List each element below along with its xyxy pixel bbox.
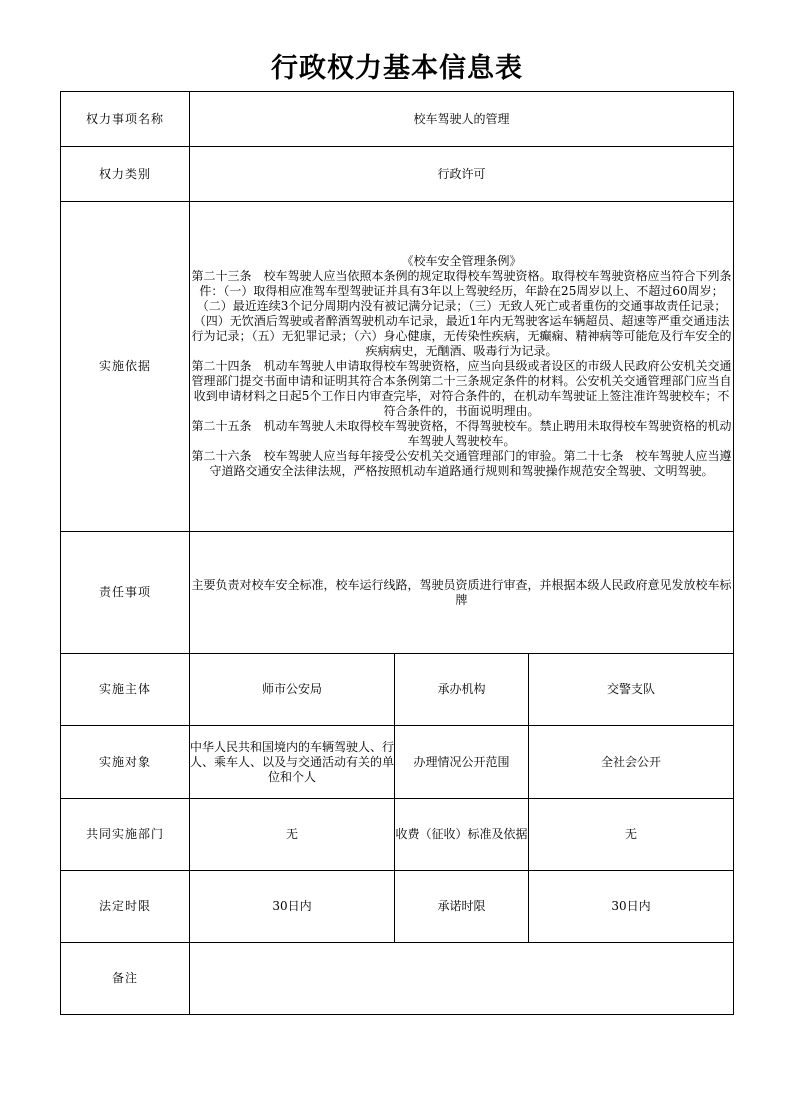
page-title: 行政权力基本信息表: [271, 53, 523, 84]
table-row: [61, 654, 734, 726]
subject-label: 实施主体: [61, 654, 190, 726]
legal-time-label: 法定时限: [61, 871, 190, 943]
joint-label: 共同实施部门: [61, 799, 190, 871]
subject-value: 师市公安局: [190, 654, 395, 726]
target-value: 中华人民共和国境内的车辆驾驶人、行人、乘车人、以及与交通活动有关的单位和个人: [190, 726, 395, 799]
table-row: [61, 871, 734, 943]
table-row: [61, 799, 734, 871]
fee-label: 收费（征收）标准及依据: [395, 799, 529, 871]
item-name-label: 权力事项名称: [61, 92, 190, 147]
target-label: 实施对象: [61, 726, 190, 799]
basis-paragraph: 《校车安全管理条例》: [401, 254, 522, 268]
table-row: [61, 943, 734, 1015]
remark-value: [190, 943, 734, 1015]
promise-time-label: 承诺时限: [395, 871, 529, 943]
basis-label: 实施依据: [61, 202, 190, 532]
disclosure-label: 办理情况公开范围: [395, 726, 529, 799]
table-row: [61, 532, 734, 654]
table-row: [61, 92, 734, 147]
responsibility-value: 主要负责对校车安全标准，校车运行线路，驾驶员资质进行审查，并根据本级人民政府意见发放校车标牌: [190, 532, 734, 654]
fee-value: 无: [529, 799, 734, 871]
table-row: [61, 147, 734, 202]
category-value: 行政许可: [190, 147, 734, 202]
promise-time-value: 30日内: [529, 871, 734, 943]
basis-paragraph: 第二十四条 机动车驾驶人申请取得校车驾驶资格，应当向县级或者设区的市级人民政府公安机关交通管理部门提交书面申请和证明其符合本条例第二十三条规定条件的材料。公安机关交通管理部门应当自收到申请材料之日起5个工作日内审查完毕，对符合条件的，在机动车驾驶证上签注准许驾驶校车；不符合条件的，书面说明理由。: [191, 359, 732, 418]
joint-value: 无: [190, 799, 395, 871]
responsibility-label: 责任事项: [61, 532, 190, 654]
item-name-value: 校车驾驶人的管理: [190, 92, 734, 147]
table-row: [61, 202, 734, 532]
basis-paragraph: 第二十三条 校车驾驶人应当依照本条例的规定取得校车驾驶资格。取得校车驾驶资格应当符合下列条件：（一）取得相应准驾车型驾驶证并具有3年以上驾驶经历，年龄在25周岁以上、不超过60周岁；（二）最近连续3个记分周期内没有被记满分记录；（三）无致人死亡或者重伤的交通事故责任记录；（四）无饮酒后驾驶或者醉酒驾驶机动车记录，最近1年内无驾驶客运车辆超员、超速等严重交通违法行为记录；（五）无犯罪记录；（六）身心健康，无传染性疾病，无癫痫、精神病等可能危及行车安全的疾病病史，无酗酒、吸毒行为记录。: [191, 269, 732, 358]
legal-time-value: 30日内: [190, 871, 395, 943]
table-row: [61, 726, 734, 799]
basis-paragraph: 第二十五条 机动车驾驶人未取得校车驾驶资格，不得驾驶校车。禁止聘用未取得校车驾驶资格的机动车驾驶人驾驶校车。: [191, 419, 732, 448]
disclosure-value: 全社会公开: [529, 726, 734, 799]
info-table: [60, 91, 734, 1015]
basis-paragraph: 第二十六条 校车驾驶人应当每年接受公安机关交通管理部门的审验。第二十七条 校车驾驶人应当遵守道路交通安全法律法规，严格按照机动车道路通行规则和驾驶操作规范安全驾驶、文明驾驶。: [191, 449, 732, 478]
category-label: 权力类别: [61, 147, 190, 202]
remark-label: 备注: [61, 943, 190, 1015]
basis-content: [190, 202, 734, 532]
agency-label: 承办机构: [395, 654, 529, 726]
agency-value: 交警支队: [529, 654, 734, 726]
